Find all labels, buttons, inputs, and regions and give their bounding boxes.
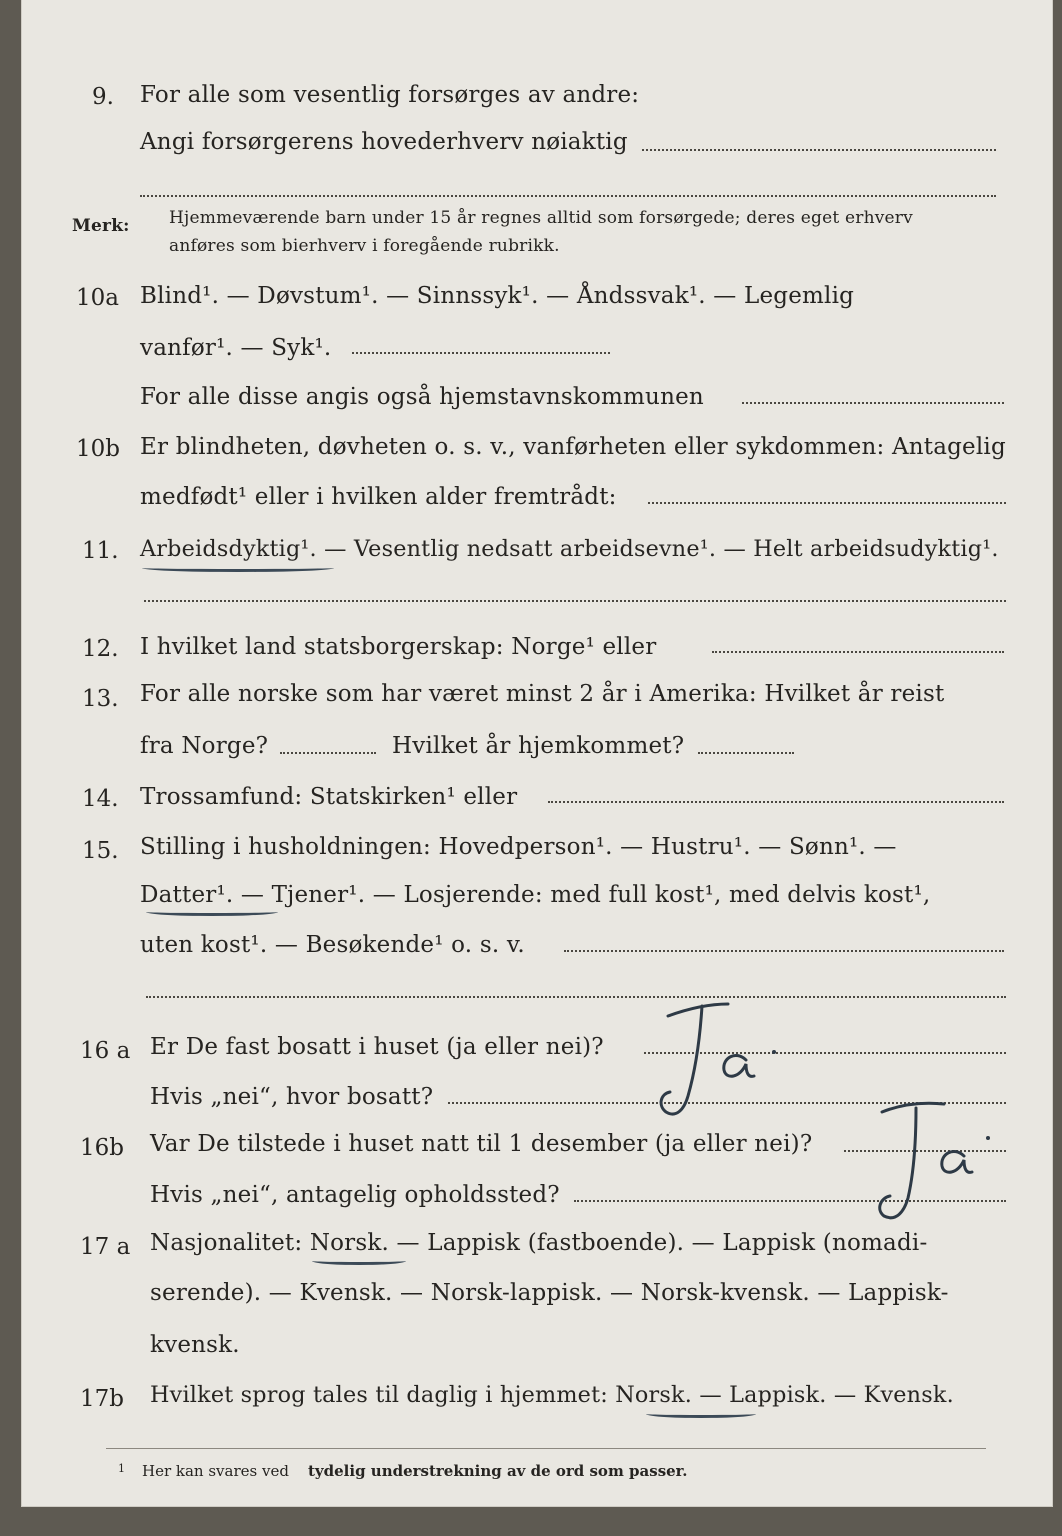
question-11-line-1: Arbeidsdyktig¹. — Vesentlig nedsatt arbeidsevne¹. — Helt arbeidsudyktig¹. — [140, 536, 999, 562]
footnote-bold-text: tydelig understrekning av de ord som passer. — [308, 1462, 688, 1480]
answer-line-12[interactable] — [712, 651, 1004, 653]
handwritten-ja-16a — [650, 998, 790, 1128]
answer-line-9b[interactable] — [140, 195, 996, 197]
underline-datter — [146, 908, 278, 916]
question-16a-line-2: Hvis „nei“, hvor bosatt? — [150, 1084, 434, 1110]
question-10a-line-2: vanfør¹. — Syk¹. — [140, 335, 332, 361]
question-10b-line-2: medfødt¹ eller i hvilken alder fremtrådt: — [140, 484, 617, 510]
question-11-number: 11. — [82, 538, 119, 564]
underline-arbeidsdyktig — [142, 564, 334, 572]
question-10a-number: 10a — [76, 285, 119, 311]
question-17a-line-1: Nasjonalitet: Norsk. — Lappisk (fastboende). — Lappisk (nomadi- — [150, 1230, 928, 1256]
question-13-line-2b: Hvilket år hjemkommet? — [392, 733, 685, 759]
question-14-line-1: Trossamfund: Statskirken¹ eller — [140, 784, 518, 810]
answer-line-13b[interactable] — [698, 752, 794, 754]
question-15-line-1: Stilling i husholdningen: Hovedperson¹. — Hustru¹. — Sønn¹. — — [140, 834, 897, 860]
question-12-line-1: I hvilket land statsborgerskap: Norge¹ eller — [140, 634, 657, 660]
note-label: Merk: — [72, 216, 130, 236]
question-15-line-2: Datter¹. — Tjener¹. — Losjerende: med full kost¹, med delvis kost¹, — [140, 882, 931, 908]
answer-line-13a[interactable] — [280, 752, 376, 754]
answer-line-9a[interactable] — [642, 149, 996, 151]
question-17a-line-2: serende). — Kvensk. — Norsk-lappisk. — Norsk-kvensk. — Lappisk- — [150, 1280, 949, 1306]
question-12-number: 12. — [82, 636, 119, 662]
note-line-2: anføres som bierhverv i foregående rubrikk. — [169, 236, 560, 256]
question-13-line-1: For alle norske som har været minst 2 år i Amerika: Hvilket år reist — [140, 681, 945, 707]
question-16b-number: 16b — [80, 1135, 124, 1161]
question-15-number: 15. — [82, 838, 119, 864]
question-16b-line-1: Var De tilstede i huset natt til 1 desember (ja eller nei)? — [150, 1131, 813, 1157]
census-form-page — [22, 0, 1052, 1506]
question-13-number: 13. — [82, 686, 119, 712]
underline-norsk-17b — [646, 1410, 756, 1418]
answer-line-14[interactable] — [548, 801, 1004, 803]
question-17b-line-1: Hvilket sprog tales til daglig i hjemmet: Norsk. — Lappisk. — Kvensk. — [150, 1382, 954, 1408]
question-17a-number: 17 a — [80, 1234, 131, 1260]
question-9-line-2: Angi forsørgerens hovederhverv nøiaktig — [140, 129, 628, 155]
question-15-line-3: uten kost¹. — Besøkende¹ o. s. v. — [140, 932, 525, 958]
question-10b-number: 10b — [76, 436, 120, 462]
note-line-1: Hjemmeværende barn under 15 år regnes alltid som forsørgede; deres eget erhverv — [169, 208, 913, 228]
footnote-rule — [106, 1448, 986, 1449]
question-16a-line-1: Er De fast bosatt i huset (ja eller nei)? — [150, 1034, 604, 1060]
question-10a-line-1: Blind¹. — Døvstum¹. — Sinnssyk¹. — Åndssvak¹. — Legemlig — [140, 283, 855, 309]
answer-line-11[interactable] — [144, 600, 1006, 602]
question-10b-line-1: Er blindheten, døvheten o. s. v., vanførheten eller sykdommen: Antagelig — [140, 434, 1006, 460]
question-16b-line-2: Hvis „nei“, antagelig opholdssted? — [150, 1182, 560, 1208]
question-17b-number: 17b — [80, 1386, 124, 1412]
answer-line-10b[interactable] — [648, 502, 1006, 504]
footnote-mark: 1 — [118, 1462, 125, 1475]
answer-line-15a[interactable] — [564, 950, 1004, 952]
answer-line-10a-1[interactable] — [352, 352, 610, 354]
handwritten-ja-16b — [872, 1098, 1012, 1228]
answer-line-15b[interactable] — [146, 996, 1006, 998]
question-16a-number: 16 a — [80, 1038, 131, 1064]
answer-line-10a-2[interactable] — [742, 402, 1004, 404]
question-9-number: 9. — [92, 84, 114, 110]
question-17a-line-3: kvensk. — [150, 1332, 240, 1358]
underline-norsk-17a — [312, 1257, 406, 1265]
question-10a-line-3: For alle disse angis også hjemstavnskommunen — [140, 384, 704, 410]
question-13-line-2a: fra Norge? — [140, 733, 269, 759]
question-14-number: 14. — [82, 786, 119, 812]
footnote-text: Her kan svares ved — [142, 1462, 289, 1480]
question-9-line-1: For alle som vesentlig forsørges av andre: — [140, 82, 640, 108]
